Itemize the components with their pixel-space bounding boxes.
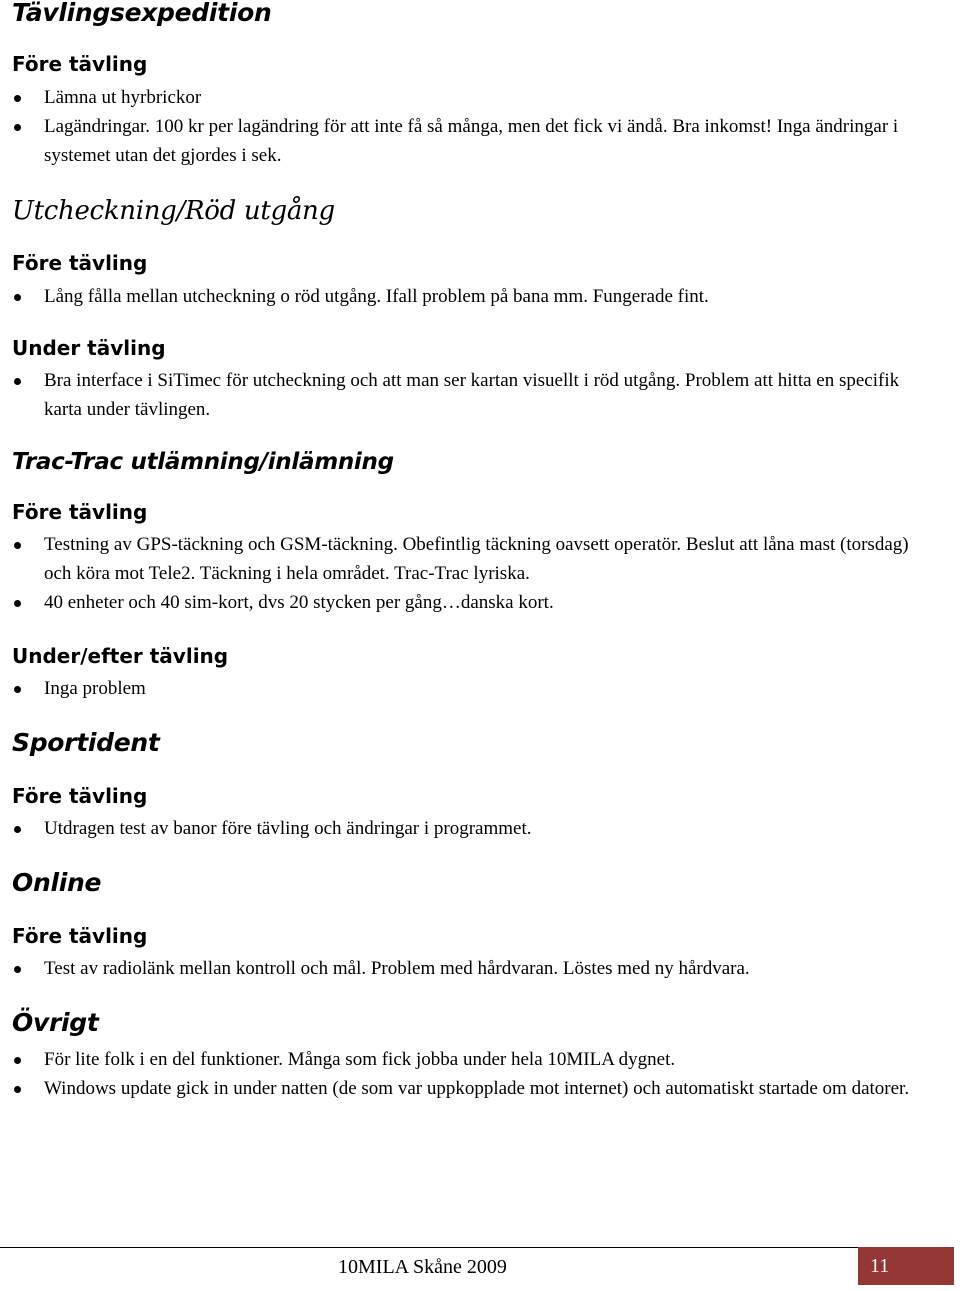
footer-divider	[0, 1247, 952, 1248]
bullet-list	[12, 366, 922, 424]
bullet-list	[12, 674, 922, 703]
subheading: Före tävling	[12, 52, 148, 76]
section-title: Tävlingsexpedition	[12, 0, 272, 27]
section-title: Utcheckning/Röd utgång	[12, 196, 335, 226]
section-title: Övrigt	[12, 1008, 99, 1037]
bullet-list	[12, 282, 922, 311]
list-item: Test av radiolänk mellan kontroll och mål. Problem med hårdvaran. Löstes med ny hårdvara.	[12, 954, 922, 983]
section-title: Sportident	[12, 728, 160, 757]
subheading: Före tävling	[12, 251, 148, 275]
subheading: Under/efter tävling	[12, 644, 229, 668]
bullet-list	[12, 83, 922, 170]
section-title: Online	[12, 868, 102, 897]
footer-text: 10MILA Skåne 2009	[338, 1256, 507, 1278]
list-item: 40 enheter och 40 sim-kort, dvs 20 stycken per gång…danska kort.	[12, 588, 922, 617]
section-title: Trac-Trac utlämning/inlämning	[12, 449, 394, 475]
bullet-list	[12, 814, 922, 843]
list-item: Lagändringar. 100 kr per lagändring för att inte få så många, men det fick vi ändå. Bra inkomst! Inga ändringar i systemet utan det gjordes i sek.	[12, 112, 922, 170]
list-item: Windows update gick in under natten (de som var uppkopplade mot internet) och automatiskt startade om datorer.	[12, 1074, 922, 1103]
list-item: Testning av GPS-täckning och GSM-täckning. Obefintlig täckning oavsett operatör. Beslut att låna mast (torsdag) och köra mot Tele2. Täckning i hela området. Trac-Trac lyriska.	[12, 530, 922, 588]
bullet-list	[12, 1045, 922, 1103]
subheading: Före tävling	[12, 500, 148, 524]
list-item: Inga problem	[12, 674, 922, 703]
bullet-list	[12, 530, 922, 617]
page-number: 11	[858, 1247, 954, 1285]
list-item: Bra interface i SiTimec för utcheckning och att man ser kartan visuellt i röd utgång. Problem att hitta en specifik karta under tävlingen.	[12, 366, 922, 424]
list-item: För lite folk i en del funktioner. Många som fick jobba under hela 10MILA dygnet.	[12, 1045, 922, 1074]
subheading: Före tävling	[12, 784, 148, 808]
list-item: Utdragen test av banor före tävling och ändringar i programmet.	[12, 814, 922, 843]
subheading: Under tävling	[12, 336, 166, 360]
list-item: Lämna ut hyrbrickor	[12, 83, 922, 112]
bullet-list	[12, 954, 922, 983]
subheading: Före tävling	[12, 924, 148, 948]
list-item: Lång fålla mellan utcheckning o röd utgång. Ifall problem på bana mm. Fungerade fint.	[12, 282, 922, 311]
